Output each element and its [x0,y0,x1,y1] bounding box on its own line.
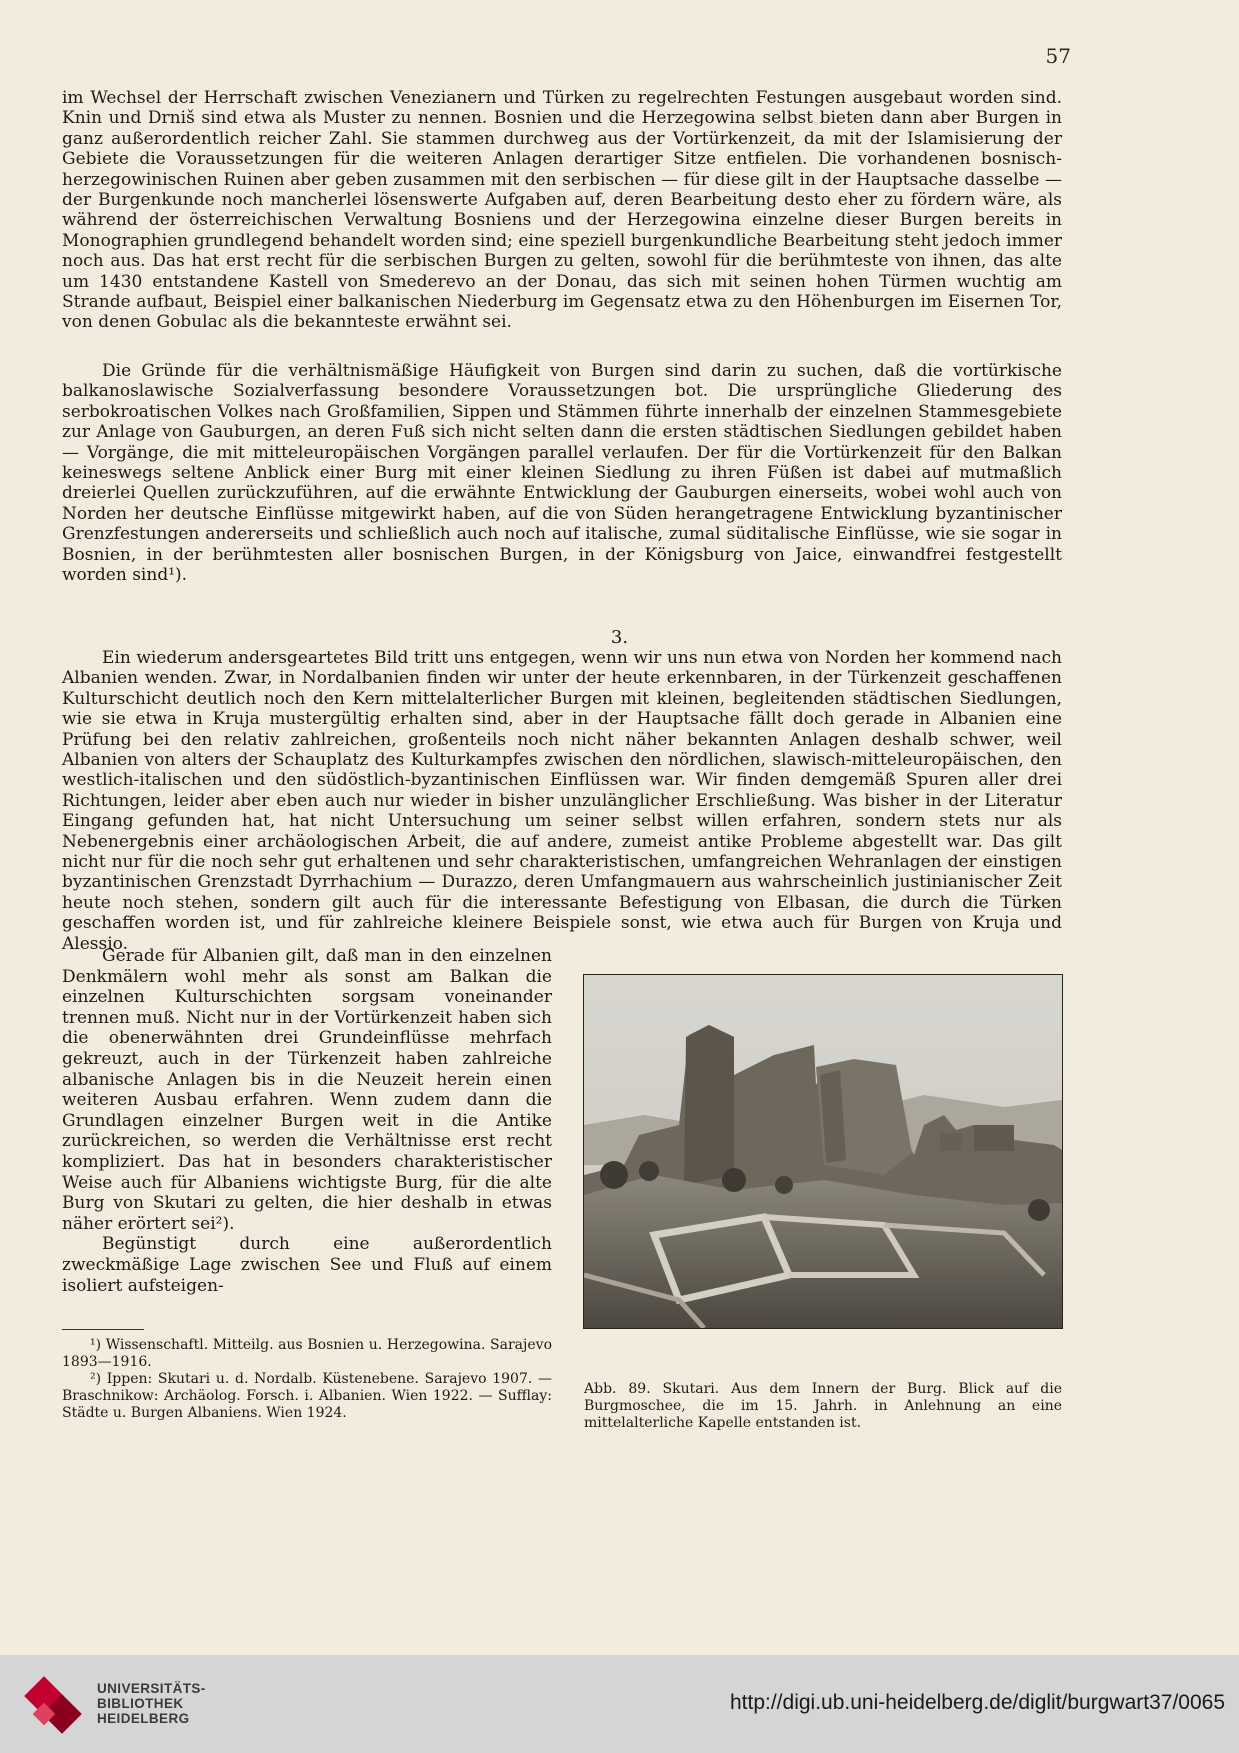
body-text-block-3 [62,648,1062,954]
body-text-block-1 [62,88,1062,333]
footnote: ¹) Wissenschaftl. Mitteilg. aus Bosnien u. Herzegowina. Sarajevo 1893—1916. [62,1337,552,1370]
castle-ruin-photograph [583,974,1063,1329]
footnote-divider [62,1329,144,1330]
body-text-block-2 [62,361,1062,585]
footnote: ²) Ippen: Skutari u. d. Nordalb. Küstenebene. Sarajevo 1907. — Braschnikow: Archäolog. Forsch. i. Albanien. Wien 1922. — Sufflay: Städte u. Burgen Albaniens. Wien 1924. [62,1371,552,1421]
footer-bar [0,1655,1239,1753]
left-column-text [62,946,552,1296]
footnotes [62,1337,552,1422]
section-heading: 3. [610,627,629,648]
library-name-line: BIBLIOTHEK [97,1696,184,1711]
page-number: 57 [1045,44,1071,68]
castle-ruin-illustration [584,975,1062,1328]
paragraph: im Wechsel der Herrschaft zwischen Venezianern und Türken zu regelrechten Festungen ausgebaut worden sind. Knin und Drniš sind etwa als Muster zu nennen. Bosnien und die Herzegowina selbst bieten dann aber Burgen in ganz außerordentlich reicher Zahl. Sie stammen durchweg aus der Vortürkenzeit, da mit der Islamisierung der Gebiete die Voraussetzungen für die weiteren Anlagen derartiger Sitze entfielen. Die vorhandenen bosnisch-herzegowinischen Ruinen aber geben zusammen mit den serbischen — für diese gilt in der Hauptsache dasselbe — der Burgenkunde noch mancherlei lösenswerte Aufgaben auf, deren Bearbeitung desto eher zu fördern wäre, als während der österreichischen Verwaltung Bosniens und der Herzegowina einzelne dieser Burgen bereits in Monographien grundlegend behandelt worden sind; eine speziell burgenkundliche Bearbeitung steht jedoch immer noch aus. Das hat erst recht für die serbischen Burgen zu gelten, sowohl für die berühmteste von ihnen, das alte um 1430 entstandene Kastell von Smederevo an der Donau, das sich mit seinen hohen Türmen wuchtig am Strande aufbaut, Beispiel einer balkanischen Niederburg im Gegensatz etwa zu den Höhenburgen im Eisernen Tor, von denen Gobulac als die bekannteste erwähnt sei. [62,88,1062,333]
library-name-line: UNIVERSITÄTS- [97,1681,206,1696]
paragraph: Ein wiederum andersgeartetes Bild tritt uns entgegen, wenn wir uns nun etwa von Norden her kommend nach Albanien wenden. Zwar, in Nordalbanien finden wir unter der heute erkennbaren, in der Türkenzeit geschaffenen Kulturschicht deutlich noch den Kern mittelalterlicher Burgen mit kleinen, begleitenden städtischen Siedlungen, wie sie etwa in Kruja mustergültig erhalten sind, aber in der Hauptsache fällt doch gerade in Albanien eine Prüfung bei den relativ zahlreichen, großenteils noch nicht näher bekannten Anlagen deshalb schwer, weil Albanien von alters der Schauplatz des Kulturkampfes zwischen den nördlichen, slawisch-mitteleuropäischen, den westlich-italischen und den südöstlich-byzantinischen Einflüssen war. Wir finden demgemäß Spuren aller drei Richtungen, leider aber eben auch nur wieder in bisher unzulänglicher Erschließung. Was bisher in der Literatur Eingang gefunden hat, hat nicht Untersuchung um seiner selbst willen erfahren, sondern stets nur als Nebenergebnis einer archäologischen Arbeit, die auf andere, zumeist antike Probleme abgestellt war. Das gilt nicht nur für die noch sehr gut erhaltenen und sehr charakteristischen, umfangreichen Wehranlagen der einstigen byzantinischen Grenzstadt Dyrrhachium — Durazzo, deren Umfangmauern aus wahrscheinlich justinianischer Zeit heute noch stehen, sondern gilt auch für die interessante Befestigung von Elbasan, die durch die Türken geschaffen worden ist, und für zahlreiche kleinere Beispiele sonst, wie etwa auch für Burgen von Kruja und Alessio. [62,648,1062,954]
permalink-url[interactable]: http://digi.ub.uni-heidelberg.de/diglit/burgwart37/0065 [729,1691,1225,1714]
figure-caption: Abb. 89. Skutari. Aus dem Innern der Burg. Blick auf die Burgmoschee, die im 15. Jahrh. in Anlehnung an eine mittelalterliche Kapelle entstanden ist. [584,1381,1062,1431]
paragraph: Gerade für Albanien gilt, daß man in den einzelnen Denkmälern wohl mehr als sonst am Balkan die einzelnen Kulturschichten sorgsam voneinander trennen muß. Nicht nur in der Vortürkenzeit haben sich die obenerwähnten drei Grundeinflüsse mehrfach gekreuzt, auch in der Türkenzeit haben zahlreiche albanische Anlagen bis in die Neuzeit herein einen weiteren Ausbau erfahren. Wenn zudem dann die Grundlagen einzelner Burgen weit in die Antike zurückreichen, so werden die Verhältnisse erst recht kompliziert. Das hat in besonders charakteristischer Weise auch für Albaniens wichtigste Burg, für die alte Burg von Skutari zu gelten, die hier deshalb in etwas näher erörtert sei²). [62,946,552,1234]
library-name[interactable] [97,1681,206,1726]
paragraph: Die Gründe für die verhältnismäßige Häufigkeit von Burgen sind darin zu suchen, daß die vortürkische balkanoslawische Sozialverfassung besondere Voraussetzungen bot. Die ursprüngliche Gliederung des serbokroatischen Volkes nach Großfamilien, Sippen und Stämmen führte innerhalb der einzelnen Stammesgebiete zur Anlage von Gauburgen, an deren Fuß sich nicht selten dann die ersten städtischen Siedlungen gebildet haben — Vorgänge, die mit mitteleuropäischen Vorgängen parallel verlaufen. Der für die Vortürkenzeit für den Balkan keineswegs seltene Anblick einer Burg mit einer kleinen Siedlung zu ihren Füßen ist dabei auf mutmaßlich dreierlei Quellen zurückzuführen, auf die erwähnte Entwicklung der Gauburgen einerseits, wobei wohl auch von Norden her deutsche Einflüsse mitgewirkt haben, auf die von Süden herangetragene Entwicklung byzantinischer Grenzfestungen andererseits und schließlich auch noch auf italische, zumal süditalische Einflüsse, wie sie sogar in Bosnien, in der berühmtesten aller bosnischen Burgen, in der Königsburg von Jaice, einwandfrei festgestellt worden sind¹). [62,361,1062,586]
university-library-logo-icon[interactable] [22,1674,84,1736]
paragraph: Begünstigt durch eine außerordentlich zweckmäßige Lage zwischen See und Fluß auf einem isoliert aufsteigen- [62,1234,552,1296]
library-name-line: HEIDELBERG [97,1711,190,1726]
